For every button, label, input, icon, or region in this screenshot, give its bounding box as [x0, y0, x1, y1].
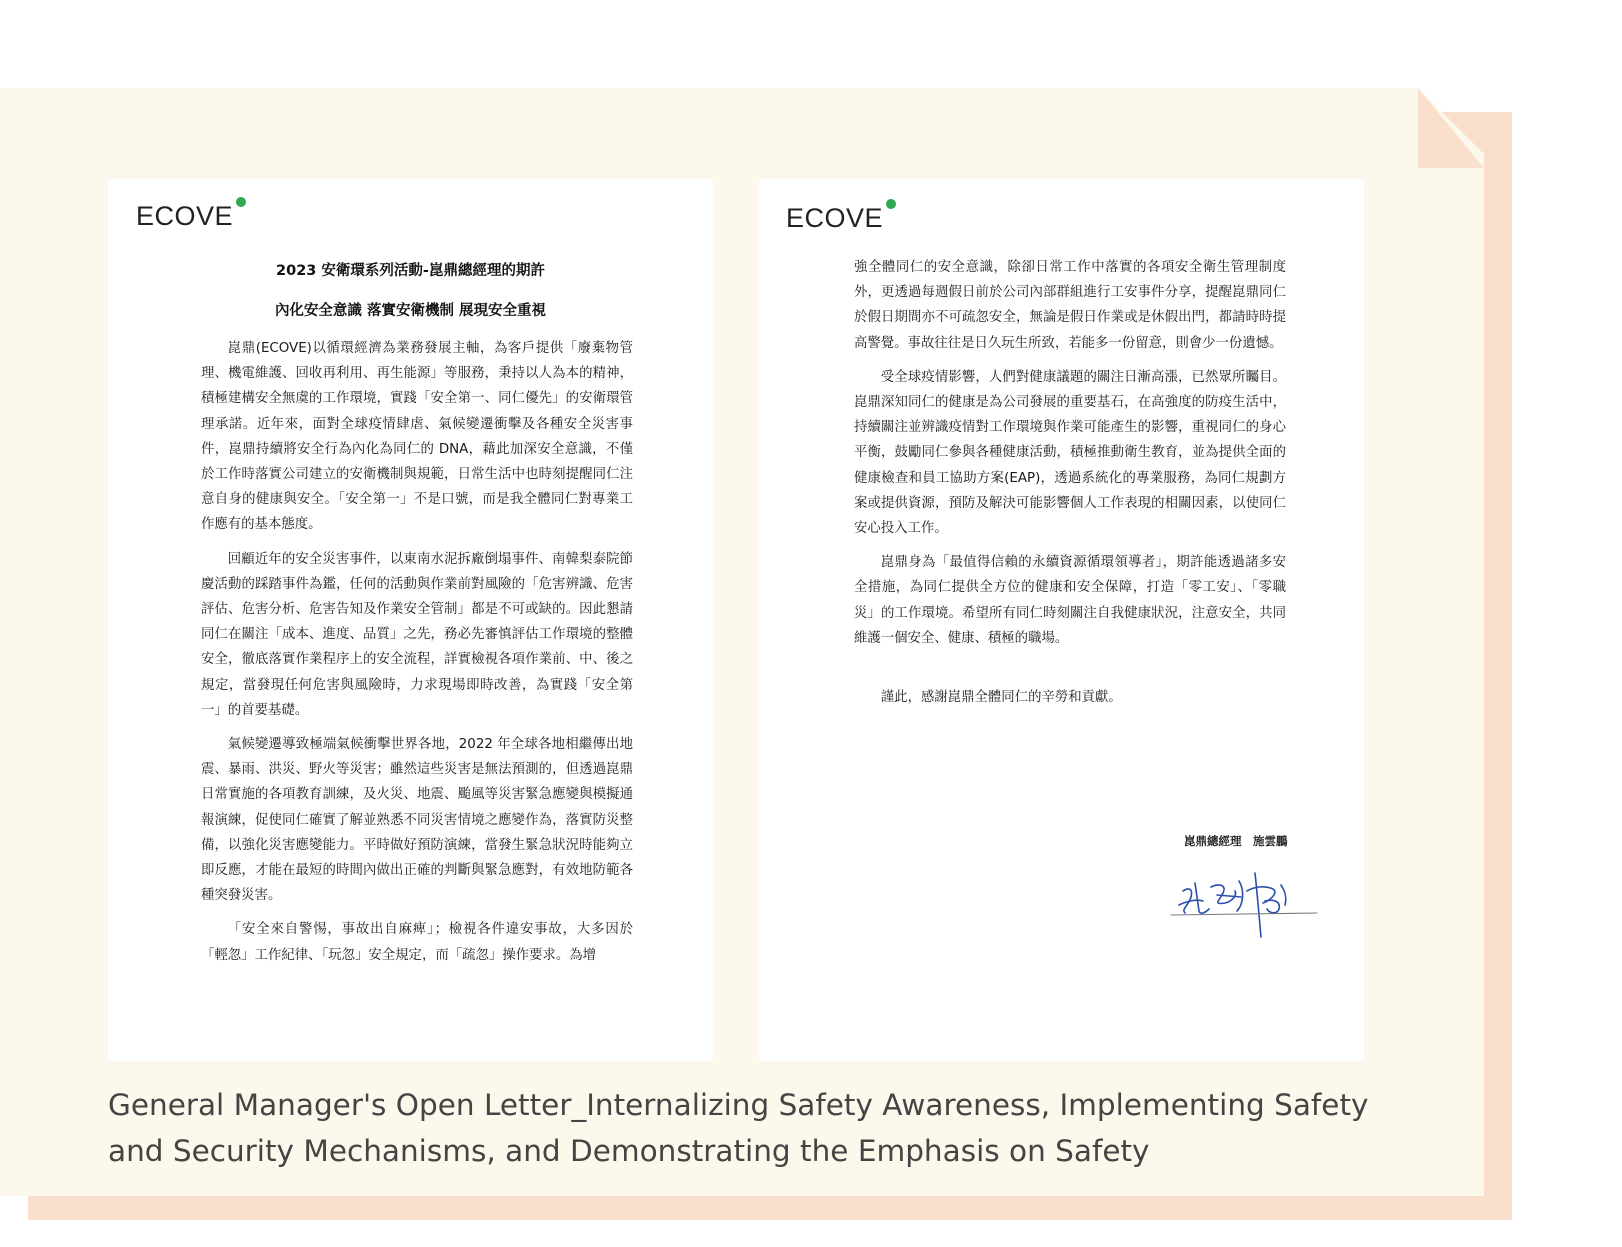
letter-body — [854, 255, 1286, 719]
closing-line: 謹此，感謝崑鼎全體同仁的辛勞和貢獻。 — [880, 690, 1122, 706]
logo-dot-icon — [886, 199, 896, 209]
letter-body — [201, 336, 633, 977]
figure-caption: General Manager's Open Letter_Internalizing Safety Awareness, Implementing Safety and Security Mechanisms, and Demonstrating the Emphasis on Safety — [108, 1088, 1369, 1168]
paragraph: 回顧近年的安全災害事件，以東南水泥拆廠倒塌事件、南韓梨泰院節慶活動的踩踏事件為鑑，任何的活動與作業前對風險的「危害辨識、危害評估、危害分析、危害告知及作業安全管制」都是不可或缺的。因此懇請同仁在關注「成本、進度、品質」之先，務必先審慎評估工作環境的整體安全，徹底落實作業程序上的安全流程，詳實檢視各項作業前、中、後之規定，當發現任何危害與風險時，力求現場即時改善，為實踐「安全第一」的首要基礎。 — [201, 551, 633, 718]
paragraph: 氣候變遷導致極端氣候衝擊世界各地，2022 年全球各地相繼傳出地震、暴雨、洪災、野火等災害；雖然這些災害是無法預測的，但透過崑鼎日常實施的各項教育訓練，及火災、地震、颱風等災害緊急應變與模擬通報演練，促使同仁確實了解並熟悉不同災害情境之應變作為，落實防災整備，以強化災害應變能力。平時做好預防演練，當發生緊急狀況時能夠立即反應，才能在最短的時間內做出正確的判斷與緊急應對，有效地防範各種突發災害。 — [201, 737, 633, 904]
paragraph: 崑鼎身為「最值得信賴的永續資源循環領導者」，期許能透過諸多安全措施，為同仁提供全方位的健康和安全保障，打造「零工安」、「零職災」的工作環境。希望所有同仁時刻關注自我健康狀況，注意安全，共同維護一個安全、健康、積極的職場。 — [854, 555, 1286, 646]
paragraph: 崑鼎(ECOVE)以循環經濟為業務發展主軸，為客戶提供「廢棄物管理、機電維護、回收再利用、再生能源」等服務，秉持以人為本的精神，積極建構安全無虞的工作環境，實踐「安全第一、同仁優先」的安衛環管理承諾。近年來，面對全球疫情肆虐、氣候變遷衝擊及各種安全災害事件，崑鼎持續將安全行為內化為同仁的 DNA，藉此加深安全意識，不僅於工作時落實公司建立的安衛機制與規範，日常生活中也時刻提醒同仁注意自身的健康與安全。「安全第一」不是口號，而是我全體同仁對專業工作應有的基本態度。 — [201, 341, 633, 533]
letter-page-2 — [759, 179, 1364, 1061]
signatory-title: 崑鼎總經理 施雲鵬 — [1184, 834, 1288, 848]
ecove-logo — [136, 201, 233, 232]
paragraph: 受全球疫情影響，人們對健康議題的關注日漸高漲，已然眾所矚目。崑鼎深知同仁的健康是為公司發展的重要基石，在高強度的防疫生活中，持續關注並辨識疫情對工作環境與作業可能產生的影響，重視同仁的身心平衡，鼓勵同仁參與各種健康活動，積極推動衛生教育，並為提供全面的健康檢查和員工協助方案(EAP)，透過系統化的專業服務，為同仁規劃方案或提供資源，預防及解決可能影響個人工作表現的相關因素，以使同仁安心投入工作。 — [854, 369, 1286, 537]
logo-text: ECOVE — [136, 201, 234, 231]
logo-text: ECOVE — [786, 203, 884, 233]
ecove-logo — [786, 203, 883, 234]
letter-page-1 — [108, 179, 713, 1061]
logo-dot-icon — [236, 197, 246, 207]
letter-subtitle: 內化安全意識 落實安衛機制 展現安全重視 — [274, 303, 547, 319]
paragraph-continued: 強全體同仁的安全意識，除卻日常工作中落實的各項安全衛生管理制度外，更透過每週假日前於公司內部群組進行工安事件分享，提醒崑鼎同仁於假日期間亦不可疏忽安全，無論是假日作業或是休假出門，都請時時提高警覺。事故往往是日久玩生所致，若能多一份留意，則會少一份遺憾。 — [854, 260, 1286, 351]
paragraph: 「安全來自警惕，事故出自麻痺」；檢視各件違安事故，大多因於「輕忽」工作紀律、「玩忽」安全規定，而「疏忽」操作要求。為增 — [201, 922, 633, 963]
letter-title: 2023 安衛環系列活動-崑鼎總經理的期許 — [276, 263, 545, 279]
signature-image — [1169, 861, 1319, 943]
